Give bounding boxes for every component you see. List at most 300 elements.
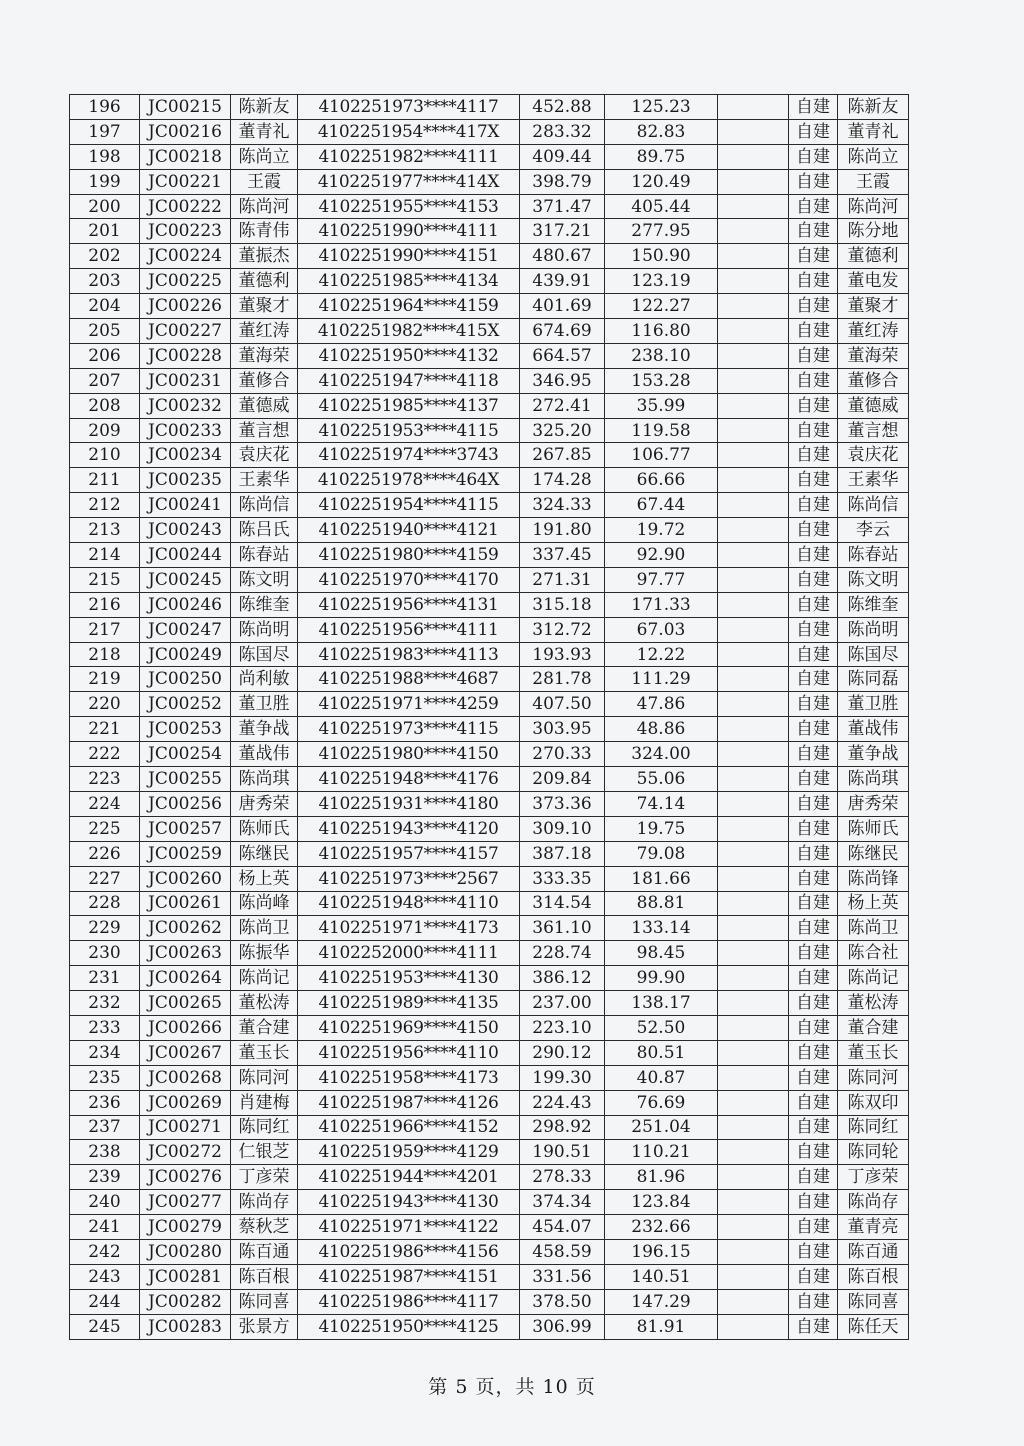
table-row	[70, 194, 909, 219]
name-cell: 肖建梅	[231, 1090, 298, 1115]
row-number-cell: 223	[70, 767, 140, 792]
area-cell: 378.50	[520, 1289, 605, 1314]
id-number-cell: 4102251985****4137	[298, 393, 520, 418]
table-row	[70, 418, 909, 443]
table-row	[70, 319, 909, 344]
area-cell: 664.57	[520, 343, 605, 368]
parcel-code-cell: JC00225	[140, 269, 231, 294]
name-cell: 陈尚琪	[231, 767, 298, 792]
area-cell: 373.36	[520, 791, 605, 816]
row-number-cell: 233	[70, 1015, 140, 1040]
area-cell-2: 48.86	[605, 717, 718, 742]
parcel-code-cell: JC00262	[140, 916, 231, 941]
id-number-cell: 4102251956****4111	[298, 617, 520, 642]
parcel-code-cell: JC00223	[140, 219, 231, 244]
id-number-cell: 4102251986****4117	[298, 1289, 520, 1314]
id-number-cell: 4102251986****4156	[298, 1239, 520, 1264]
build-type-cell: 自建	[789, 393, 838, 418]
table-row	[70, 692, 909, 717]
owner-cell: 陈尚记	[838, 966, 909, 991]
area-cell-2: 110.21	[605, 1140, 718, 1165]
id-number-cell: 4102251956****4110	[298, 1040, 520, 1065]
owner-cell: 陈双印	[838, 1090, 909, 1115]
id-number-cell: 4102251990****4151	[298, 244, 520, 269]
parcel-code-cell: JC00228	[140, 343, 231, 368]
name-cell: 陈尚明	[231, 617, 298, 642]
parcel-code-cell: JC00253	[140, 717, 231, 742]
area-cell-2: 67.03	[605, 617, 718, 642]
area-cell: 346.95	[520, 368, 605, 393]
name-cell: 袁庆花	[231, 443, 298, 468]
empty-cell	[718, 1015, 789, 1040]
name-cell: 董玉长	[231, 1040, 298, 1065]
table-row	[70, 368, 909, 393]
area-cell: 315.18	[520, 592, 605, 617]
owner-cell: 陈尚信	[838, 493, 909, 518]
owner-cell: 董争战	[838, 742, 909, 767]
name-cell: 陈尚峰	[231, 891, 298, 916]
build-type-cell: 自建	[789, 1115, 838, 1140]
area-cell: 237.00	[520, 991, 605, 1016]
area-cell: 452.88	[520, 95, 605, 120]
parcel-code-cell: JC00218	[140, 144, 231, 169]
build-type-cell: 自建	[789, 667, 838, 692]
table-row	[70, 1065, 909, 1090]
row-number-cell: 234	[70, 1040, 140, 1065]
id-number-cell: 4102251943****4130	[298, 1190, 520, 1215]
empty-cell	[718, 1065, 789, 1090]
area-cell: 386.12	[520, 966, 605, 991]
row-number-cell: 224	[70, 791, 140, 816]
row-number-cell: 207	[70, 368, 140, 393]
table-row	[70, 1289, 909, 1314]
area-cell: 407.50	[520, 692, 605, 717]
build-type-cell: 自建	[789, 1065, 838, 1090]
name-cell: 杨上英	[231, 866, 298, 891]
owner-cell: 丁彦荣	[838, 1165, 909, 1190]
area-cell-2: 133.14	[605, 916, 718, 941]
empty-cell	[718, 1264, 789, 1289]
owner-cell: 陈尚存	[838, 1190, 909, 1215]
build-type-cell: 自建	[789, 269, 838, 294]
area-cell: 331.56	[520, 1264, 605, 1289]
parcel-code-cell: JC00282	[140, 1289, 231, 1314]
empty-cell	[718, 1289, 789, 1314]
build-type-cell: 自建	[789, 692, 838, 717]
table-row	[70, 543, 909, 568]
parcel-code-cell: JC00257	[140, 816, 231, 841]
id-number-cell: 4102251980****4150	[298, 742, 520, 767]
area-cell-2: 81.96	[605, 1165, 718, 1190]
table-row	[70, 1314, 909, 1339]
name-cell: 陈继民	[231, 841, 298, 866]
row-number-cell: 213	[70, 518, 140, 543]
parcel-code-cell: JC00235	[140, 468, 231, 493]
id-number-cell: 4102251971****4259	[298, 692, 520, 717]
table-row	[70, 767, 909, 792]
area-cell: 199.30	[520, 1065, 605, 1090]
owner-cell: 陈分地	[838, 219, 909, 244]
build-type-cell: 自建	[789, 742, 838, 767]
area-cell-2: 55.06	[605, 767, 718, 792]
area-cell: 271.31	[520, 567, 605, 592]
area-cell-2: 97.77	[605, 567, 718, 592]
area-cell-2: 181.66	[605, 866, 718, 891]
empty-cell	[718, 1090, 789, 1115]
area-cell: 281.78	[520, 667, 605, 692]
parcel-code-cell: JC00265	[140, 991, 231, 1016]
parcel-code-cell: JC00268	[140, 1065, 231, 1090]
id-number-cell: 4102251977****414X	[298, 169, 520, 194]
row-number-cell: 212	[70, 493, 140, 518]
id-number-cell: 4102251950****4132	[298, 343, 520, 368]
empty-cell	[718, 219, 789, 244]
area-cell-2: 89.75	[605, 144, 718, 169]
id-number-cell: 4102251973****4115	[298, 717, 520, 742]
row-number-cell: 215	[70, 567, 140, 592]
name-cell: 董振杰	[231, 244, 298, 269]
area-cell-2: 106.77	[605, 443, 718, 468]
area-cell-2: 153.28	[605, 368, 718, 393]
build-type-cell: 自建	[789, 567, 838, 592]
row-number-cell: 245	[70, 1314, 140, 1339]
empty-cell	[718, 567, 789, 592]
area-cell: 223.10	[520, 1015, 605, 1040]
row-number-cell: 203	[70, 269, 140, 294]
name-cell: 陈尚信	[231, 493, 298, 518]
table-row	[70, 1140, 909, 1165]
empty-cell	[718, 343, 789, 368]
parcel-code-cell: JC00276	[140, 1165, 231, 1190]
empty-cell	[718, 269, 789, 294]
build-type-cell: 自建	[789, 468, 838, 493]
area-cell-2: 81.91	[605, 1314, 718, 1339]
parcel-code-cell: JC00271	[140, 1115, 231, 1140]
build-type-cell: 自建	[789, 368, 838, 393]
empty-cell	[718, 642, 789, 667]
owner-cell: 陈春站	[838, 543, 909, 568]
empty-cell	[718, 1314, 789, 1339]
empty-cell	[718, 717, 789, 742]
owner-cell: 陈文明	[838, 567, 909, 592]
area-cell-2: 19.75	[605, 816, 718, 841]
name-cell: 陈吕氏	[231, 518, 298, 543]
empty-cell	[718, 692, 789, 717]
parcel-code-cell: JC00260	[140, 866, 231, 891]
parcel-code-cell: JC00279	[140, 1215, 231, 1240]
build-type-cell: 自建	[789, 866, 838, 891]
row-number-cell: 216	[70, 592, 140, 617]
owner-cell: 董战伟	[838, 717, 909, 742]
id-number-cell: 4102251964****4159	[298, 294, 520, 319]
area-cell: 674.69	[520, 319, 605, 344]
parcel-code-cell: JC00272	[140, 1140, 231, 1165]
area-cell-2: 67.44	[605, 493, 718, 518]
row-number-cell: 202	[70, 244, 140, 269]
empty-cell	[718, 543, 789, 568]
empty-cell	[718, 169, 789, 194]
build-type-cell: 自建	[789, 119, 838, 144]
build-type-cell: 自建	[789, 343, 838, 368]
parcel-code-cell: JC00252	[140, 692, 231, 717]
build-type-cell: 自建	[789, 418, 838, 443]
parcel-code-cell: JC00266	[140, 1015, 231, 1040]
owner-cell: 董聚才	[838, 294, 909, 319]
empty-cell	[718, 941, 789, 966]
table-row	[70, 219, 909, 244]
owner-cell: 董电发	[838, 269, 909, 294]
parcel-code-cell: JC00232	[140, 393, 231, 418]
area-cell-2: 140.51	[605, 1264, 718, 1289]
parcel-code-cell: JC00241	[140, 493, 231, 518]
row-number-cell: 236	[70, 1090, 140, 1115]
empty-cell	[718, 95, 789, 120]
name-cell: 陈尚记	[231, 966, 298, 991]
area-cell: 398.79	[520, 169, 605, 194]
area-cell: 454.07	[520, 1215, 605, 1240]
owner-cell: 董松涛	[838, 991, 909, 1016]
build-type-cell: 自建	[789, 941, 838, 966]
name-cell: 董青礼	[231, 119, 298, 144]
name-cell: 董红涛	[231, 319, 298, 344]
id-number-cell: 4102251948****4176	[298, 767, 520, 792]
area-cell-2: 238.10	[605, 343, 718, 368]
table-row	[70, 1040, 909, 1065]
area-cell: 267.85	[520, 443, 605, 468]
parcel-code-cell: JC00244	[140, 543, 231, 568]
table-row	[70, 1264, 909, 1289]
table-row	[70, 443, 909, 468]
build-type-cell: 自建	[789, 592, 838, 617]
name-cell: 尚利敏	[231, 667, 298, 692]
table-row	[70, 144, 909, 169]
area-cell: 374.34	[520, 1190, 605, 1215]
area-cell-2: 277.95	[605, 219, 718, 244]
build-type-cell: 自建	[789, 1040, 838, 1065]
area-cell: 270.33	[520, 742, 605, 767]
id-number-cell: 4102251980****4159	[298, 543, 520, 568]
owner-cell: 王霞	[838, 169, 909, 194]
empty-cell	[718, 916, 789, 941]
table-row	[70, 244, 909, 269]
empty-cell	[718, 592, 789, 617]
area-cell: 306.99	[520, 1314, 605, 1339]
build-type-cell: 自建	[789, 95, 838, 120]
build-type-cell: 自建	[789, 1264, 838, 1289]
name-cell: 董争战	[231, 717, 298, 742]
area-cell-2: 79.08	[605, 841, 718, 866]
row-number-cell: 240	[70, 1190, 140, 1215]
area-cell-2: 232.66	[605, 1215, 718, 1240]
area-cell-2: 80.51	[605, 1040, 718, 1065]
id-number-cell: 4102251973****2567	[298, 866, 520, 891]
area-cell-2: 19.72	[605, 518, 718, 543]
owner-cell: 陈国尽	[838, 642, 909, 667]
empty-cell	[718, 1115, 789, 1140]
name-cell: 董言想	[231, 418, 298, 443]
parcel-code-cell: JC00255	[140, 767, 231, 792]
build-type-cell: 自建	[789, 294, 838, 319]
owner-cell: 杨上英	[838, 891, 909, 916]
area-cell: 298.92	[520, 1115, 605, 1140]
area-cell-2: 196.15	[605, 1239, 718, 1264]
row-number-cell: 209	[70, 418, 140, 443]
row-number-cell: 219	[70, 667, 140, 692]
id-number-cell: 4102251957****4157	[298, 841, 520, 866]
row-number-cell: 199	[70, 169, 140, 194]
empty-cell	[718, 518, 789, 543]
owner-cell: 陈尚立	[838, 144, 909, 169]
table-row	[70, 816, 909, 841]
row-number-cell: 201	[70, 219, 140, 244]
row-number-cell: 204	[70, 294, 140, 319]
row-number-cell: 235	[70, 1065, 140, 1090]
owner-cell: 陈新友	[838, 95, 909, 120]
area-cell: 333.35	[520, 866, 605, 891]
name-cell: 陈新友	[231, 95, 298, 120]
area-cell-2: 99.90	[605, 966, 718, 991]
row-number-cell: 217	[70, 617, 140, 642]
owner-cell: 董海荣	[838, 343, 909, 368]
id-number-cell: 4102251985****4134	[298, 269, 520, 294]
area-cell: 480.67	[520, 244, 605, 269]
name-cell: 董修合	[231, 368, 298, 393]
area-cell: 387.18	[520, 841, 605, 866]
owner-cell: 陈百通	[838, 1239, 909, 1264]
row-number-cell: 243	[70, 1264, 140, 1289]
build-type-cell: 自建	[789, 617, 838, 642]
area-cell-2: 12.22	[605, 642, 718, 667]
area-cell: 401.69	[520, 294, 605, 319]
build-type-cell: 自建	[789, 841, 838, 866]
area-cell-2: 123.19	[605, 269, 718, 294]
id-number-cell: 4102251948****4110	[298, 891, 520, 916]
table-row	[70, 1190, 909, 1215]
table-row	[70, 667, 909, 692]
area-cell-2: 52.50	[605, 1015, 718, 1040]
empty-cell	[718, 1190, 789, 1215]
owner-cell: 董修合	[838, 368, 909, 393]
row-number-cell: 218	[70, 642, 140, 667]
name-cell: 陈同河	[231, 1065, 298, 1090]
owner-cell: 董德威	[838, 393, 909, 418]
parcel-code-cell: JC00227	[140, 319, 231, 344]
row-number-cell: 242	[70, 1239, 140, 1264]
area-cell-2: 119.58	[605, 418, 718, 443]
area-cell-2: 74.14	[605, 791, 718, 816]
empty-cell	[718, 966, 789, 991]
id-number-cell: 4102251953****4130	[298, 966, 520, 991]
name-cell: 陈同喜	[231, 1289, 298, 1314]
build-type-cell: 自建	[789, 144, 838, 169]
owner-cell: 陈尚锋	[838, 866, 909, 891]
parcel-code-cell: JC00249	[140, 642, 231, 667]
build-type-cell: 自建	[789, 518, 838, 543]
parcel-code-cell: JC00234	[140, 443, 231, 468]
empty-cell	[718, 319, 789, 344]
area-cell-2: 171.33	[605, 592, 718, 617]
row-number-cell: 208	[70, 393, 140, 418]
name-cell: 陈同红	[231, 1115, 298, 1140]
build-type-cell: 自建	[789, 816, 838, 841]
empty-cell	[718, 767, 789, 792]
id-number-cell: 4102251944****4201	[298, 1165, 520, 1190]
parcel-code-cell: JC00280	[140, 1239, 231, 1264]
name-cell: 王素华	[231, 468, 298, 493]
name-cell: 陈维奎	[231, 592, 298, 617]
id-number-cell: 4102251959****4129	[298, 1140, 520, 1165]
name-cell: 陈春站	[231, 543, 298, 568]
owner-cell: 李云	[838, 518, 909, 543]
row-number-cell: 230	[70, 941, 140, 966]
area-cell: 283.32	[520, 119, 605, 144]
name-cell: 陈振华	[231, 941, 298, 966]
table-row	[70, 742, 909, 767]
empty-cell	[718, 866, 789, 891]
empty-cell	[718, 1215, 789, 1240]
owner-cell: 袁庆花	[838, 443, 909, 468]
area-cell: 314.54	[520, 891, 605, 916]
empty-cell	[718, 891, 789, 916]
parcel-code-cell: JC00269	[140, 1090, 231, 1115]
build-type-cell: 自建	[789, 991, 838, 1016]
build-type-cell: 自建	[789, 1289, 838, 1314]
build-type-cell: 自建	[789, 1140, 838, 1165]
build-type-cell: 自建	[789, 1015, 838, 1040]
build-type-cell: 自建	[789, 169, 838, 194]
row-number-cell: 232	[70, 991, 140, 1016]
area-cell-2: 40.87	[605, 1065, 718, 1090]
owner-cell: 董卫胜	[838, 692, 909, 717]
parcel-code-cell: JC00267	[140, 1040, 231, 1065]
build-type-cell: 自建	[789, 219, 838, 244]
name-cell: 董卫胜	[231, 692, 298, 717]
build-type-cell: 自建	[789, 244, 838, 269]
name-cell: 陈尚卫	[231, 916, 298, 941]
id-number-cell: 4102251956****4131	[298, 592, 520, 617]
build-type-cell: 自建	[789, 916, 838, 941]
owner-cell: 陈同河	[838, 1065, 909, 1090]
row-number-cell: 238	[70, 1140, 140, 1165]
id-number-cell: 4102251973****4117	[298, 95, 520, 120]
parcel-code-cell: JC00263	[140, 941, 231, 966]
area-cell: 337.45	[520, 543, 605, 568]
area-cell-2: 123.84	[605, 1190, 718, 1215]
parcel-code-cell: JC00277	[140, 1190, 231, 1215]
area-cell: 325.20	[520, 418, 605, 443]
owner-cell: 陈同轮	[838, 1140, 909, 1165]
row-number-cell: 226	[70, 841, 140, 866]
build-type-cell: 自建	[789, 1215, 838, 1240]
area-cell: 224.43	[520, 1090, 605, 1115]
owner-cell: 董德利	[838, 244, 909, 269]
id-number-cell: 4102251983****4113	[298, 642, 520, 667]
parcel-code-cell: JC00259	[140, 841, 231, 866]
owner-cell: 董玉长	[838, 1040, 909, 1065]
parcel-code-cell: JC00215	[140, 95, 231, 120]
empty-cell	[718, 991, 789, 1016]
row-number-cell: 198	[70, 144, 140, 169]
row-number-cell: 210	[70, 443, 140, 468]
parcel-code-cell: JC00264	[140, 966, 231, 991]
parcel-code-cell: JC00243	[140, 518, 231, 543]
row-number-cell: 222	[70, 742, 140, 767]
owner-cell: 董言想	[838, 418, 909, 443]
parcel-code-cell: JC00231	[140, 368, 231, 393]
id-number-cell: 4102251947****4118	[298, 368, 520, 393]
build-type-cell: 自建	[789, 319, 838, 344]
table-row	[70, 866, 909, 891]
